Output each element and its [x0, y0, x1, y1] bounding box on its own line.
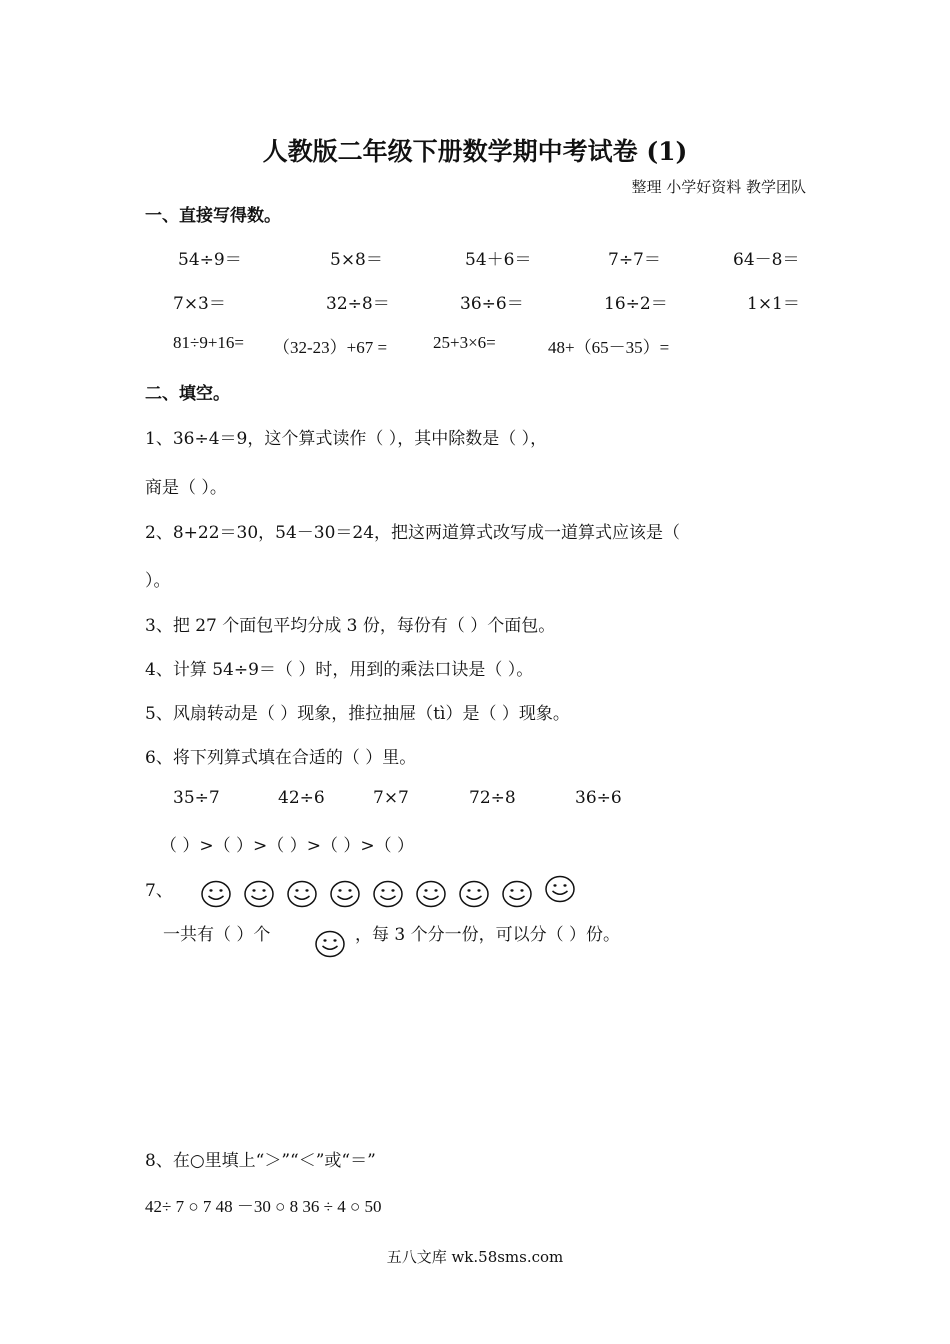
- section1-heading: 一、直接写得数。: [145, 206, 281, 226]
- question-7-label: 7、: [145, 881, 173, 901]
- smiley-face-icon: [286, 879, 318, 909]
- question-8-expressions: 42÷ 7 ○ 7 48 －30 ○ 8 36 ÷ 4 ○ 50: [145, 1197, 382, 1216]
- question-6: 6、将下列算式填在合适的（ ）里。: [145, 748, 417, 768]
- question-3: 3、把 27 个面包平均分成 3 份，每份有（ ）个面包。: [145, 616, 556, 636]
- question-2-line2: ）。: [145, 571, 171, 591]
- smiley-face-icon: [544, 874, 576, 904]
- question-1-line2: 商是（ ）。: [145, 478, 227, 498]
- page-title: 人教版二年级下册数学期中考试卷 (1): [262, 137, 688, 166]
- calc-item: 64－8＝: [733, 250, 800, 270]
- question-1-line1: 1、36÷4＝9，这个算式读作（ ），其中除数是（ ），: [145, 429, 548, 449]
- smiley-face-icon: [329, 879, 361, 909]
- calc-item: 54＋6＝: [465, 250, 532, 270]
- order-expr: 36÷6: [575, 788, 622, 808]
- order-blanks: （ ）>（ ）>（ ）>（ ）>（ ）: [160, 836, 414, 856]
- order-expr: 42÷6: [278, 788, 325, 808]
- page-subtitle: 整理 小学好资料 教学团队: [631, 178, 806, 196]
- question-4: 4、计算 54÷9＝（ ）时，用到的乘法口诀是（ ）。: [145, 660, 534, 680]
- calc-item: 81÷9+16=: [173, 333, 245, 352]
- question-7-text-start: 一共有（ ）个: [163, 925, 271, 945]
- smiley-face-icon: [314, 929, 346, 959]
- calc-item: 36÷6＝: [460, 294, 524, 314]
- smiley-face-icon: [372, 879, 404, 909]
- order-expr: 72÷8: [469, 788, 516, 808]
- smiley-face-icon: [243, 879, 275, 909]
- calc-item: 16÷2＝: [604, 294, 668, 314]
- calc-item: 54÷9＝: [178, 250, 242, 270]
- smiley-face-icon: [415, 879, 447, 909]
- calc-item: 5×8＝: [330, 250, 383, 270]
- calc-item: 32÷8＝: [326, 294, 390, 314]
- smiley-face-icon: [200, 879, 232, 909]
- calc-item: 48+（65－35）=: [548, 338, 670, 357]
- question-7-text-end: ，每 3 个分一份，可以分（ ）份。: [355, 925, 621, 945]
- question-8: 8、在○里填上“＞”“＜”或“＝”: [145, 1151, 376, 1171]
- question-5: 5、风扇转动是（ ）现象，推拉抽屉（tì）是（ ）现象。: [145, 704, 570, 724]
- question-2-line1: 2、8+22＝30，54－30＝24，把这两道算式改写成一道算式应该是（: [145, 523, 681, 543]
- smiley-face-icon: [501, 879, 533, 909]
- order-expr: 7×7: [373, 788, 409, 808]
- calc-item: 7×3＝: [173, 294, 226, 314]
- page-footer: 五八文库 wk.58sms.com: [386, 1248, 564, 1266]
- calc-item: 1×1＝: [747, 294, 800, 314]
- section2-heading: 二、填空。: [145, 384, 230, 404]
- calc-item: 7÷7＝: [608, 250, 661, 270]
- calc-item: 25+3×6=: [433, 333, 496, 352]
- smiley-face-icon: [458, 879, 490, 909]
- order-expr: 35÷7: [173, 788, 220, 808]
- calc-item: （32-23）+67 =: [273, 338, 388, 357]
